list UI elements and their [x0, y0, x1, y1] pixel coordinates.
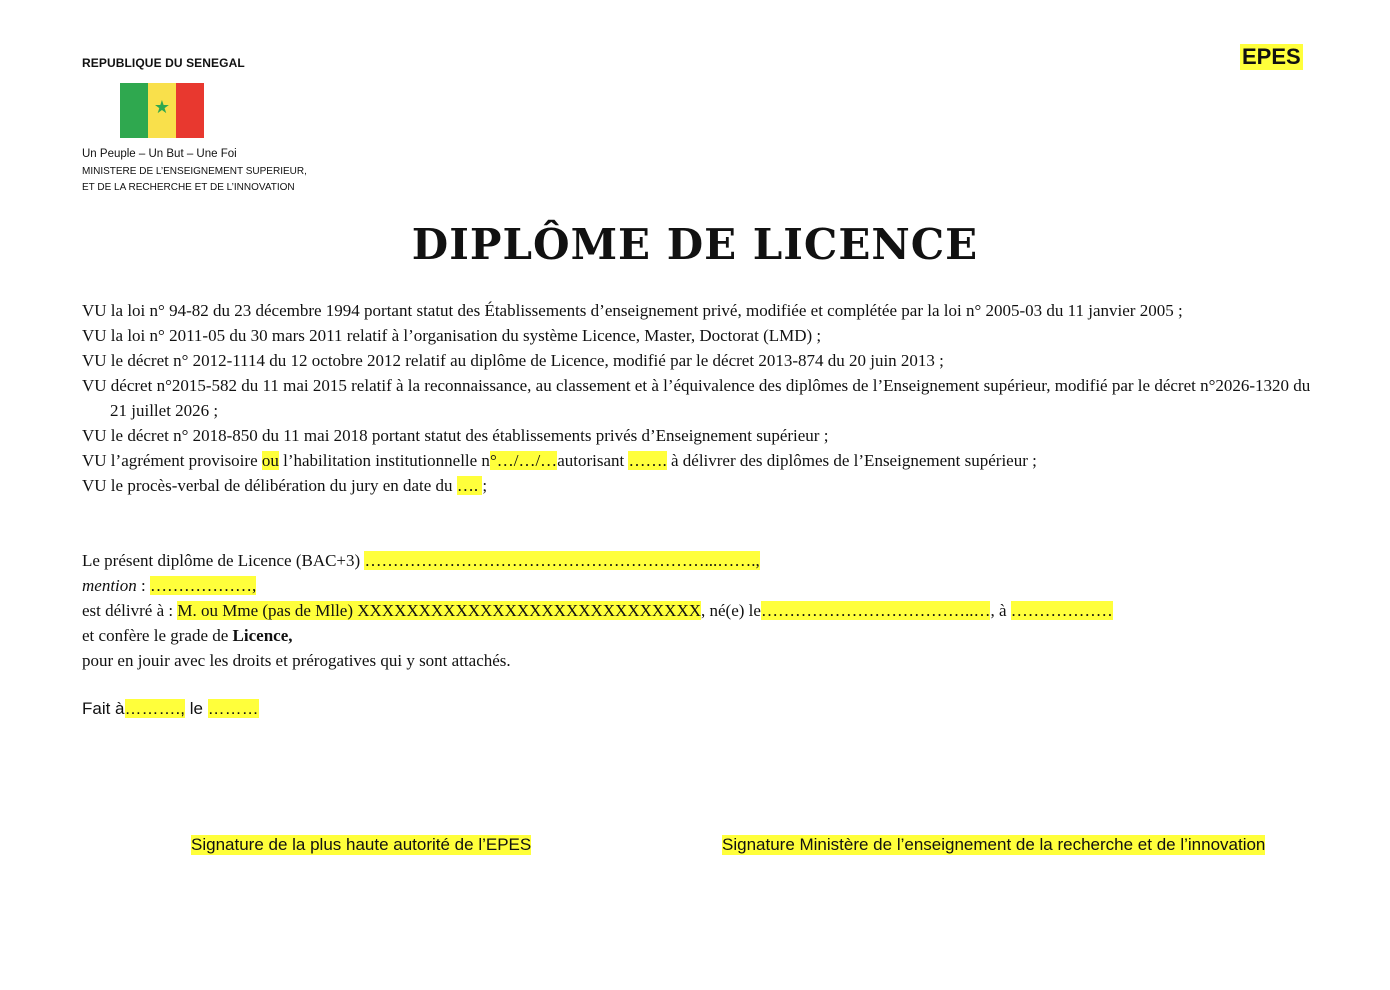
- text-segment: Fait à: [82, 699, 125, 718]
- text-segment: le: [184, 699, 208, 718]
- text-segment: et confère le grade de: [82, 626, 233, 645]
- text-segment: , né(e) le: [701, 601, 761, 620]
- mention-label: mention: [82, 576, 137, 595]
- text-segment: ;: [482, 476, 488, 495]
- diploma-title: DIPLÔME DE LICENCE: [411, 220, 979, 269]
- highlight-ou: ou: [261, 451, 279, 470]
- consideration-6: [82, 448, 1312, 473]
- field-recipient-name: M. ou Mme (pas de Mlle) XXXXXXXXXXXXXXXXXXXXXXXXXXXX: [177, 601, 701, 620]
- text-segment: VU le procès-verbal de délibération du jury en date du: [82, 476, 457, 495]
- flag-green-band: [120, 83, 148, 138]
- signature-epes: Signature de la plus haute autorité de l’EPES: [191, 835, 532, 854]
- text-segment: Le présent diplôme de Licence (BAC+3): [82, 551, 365, 570]
- consideration-4: VU décret n°2015-582 du 11 mai 2015 relatif à la reconnaissance, au classement et à l’équivalence des diplômes de l’Enseignement supérieur, modifié par le décret n°2026-1320 du 21 juillet 2026 ;: [82, 376, 1311, 420]
- text-segment: :: [136, 576, 151, 595]
- place-date-line: [82, 699, 259, 719]
- star-icon: ★: [153, 97, 171, 117]
- text-segment: à délivrer des diplômes de l’Enseignement supérieur ;: [666, 451, 1037, 470]
- ministry-line-1: MINISTERE DE L’ENSEIGNEMENT SUPERIEUR,: [82, 166, 307, 177]
- award-line-grade: [82, 623, 1312, 648]
- senegal-flag: [120, 83, 204, 138]
- field-establishment: …….: [628, 451, 667, 470]
- text-segment: est délivré à :: [82, 601, 178, 620]
- award-line-mention: [82, 573, 1312, 598]
- field-mention: ………………,: [150, 576, 257, 595]
- considerations-block: [82, 298, 1312, 498]
- text-segment: autorisant: [557, 451, 629, 470]
- field-birth-date: ………………………………..…: [760, 601, 991, 620]
- award-line-recipient: [82, 598, 1312, 623]
- field-licence-domain: ……………………………………………………...…….,: [364, 551, 760, 570]
- grade-name: Licence,: [232, 626, 293, 645]
- field-habilitation-number: °…/…/…: [489, 451, 558, 470]
- consideration-1: VU la loi n° 94-82 du 23 décembre 1994 portant statut des Établissements d’enseignement privé, modifiée et complétée par la loi n° 2005-03 du 11 janvier 2005 ;: [82, 301, 1183, 320]
- flag-red-band: [176, 83, 204, 138]
- field-deliberation-date: ….: [456, 476, 483, 495]
- text-segment: , à: [990, 601, 1011, 620]
- award-block: [82, 548, 1312, 673]
- text-segment: VU l’agrément provisoire: [82, 451, 262, 470]
- republic-label: REPUBLIQUE DU SENEGAL: [82, 56, 245, 70]
- signature-ministry: Signature Ministère de l’enseignement de la recherche et de l’innovation: [722, 835, 1266, 854]
- flag-yellow-band: [148, 83, 176, 138]
- epes-badge: EPES: [1242, 44, 1301, 69]
- national-motto: Un Peuple – Un But – Une Foi: [82, 148, 237, 160]
- award-line-licence: [82, 548, 1312, 573]
- consideration-5: VU le décret n° 2018-850 du 11 mai 2018 portant statut des établissements privés d’Enseignement supérieur ;: [82, 426, 829, 445]
- consideration-3: VU le décret n° 2012-1114 du 12 octobre 2012 relatif au diplôme de Licence, modifié par le décret 2013-874 du 20 juin 2013 ;: [82, 351, 944, 370]
- field-issue-date: ………: [207, 699, 259, 718]
- consideration-7: [82, 473, 1312, 498]
- consideration-2: VU la loi n° 2011-05 du 30 mars 2011 relatif à l’organisation du système Licence, Master, Doctorat (LMD) ;: [82, 326, 822, 345]
- field-birth-place: ………………: [1010, 601, 1113, 620]
- field-issue-place: ……….,: [124, 699, 185, 718]
- text-segment: l’habilitation institutionnelle n: [278, 451, 490, 470]
- ministry-line-2: ET DE LA RECHERCHE ET DE L’INNOVATION: [82, 182, 295, 193]
- award-line-rights: pour en jouir avec les droits et prérogatives qui y sont attachés.: [82, 651, 511, 670]
